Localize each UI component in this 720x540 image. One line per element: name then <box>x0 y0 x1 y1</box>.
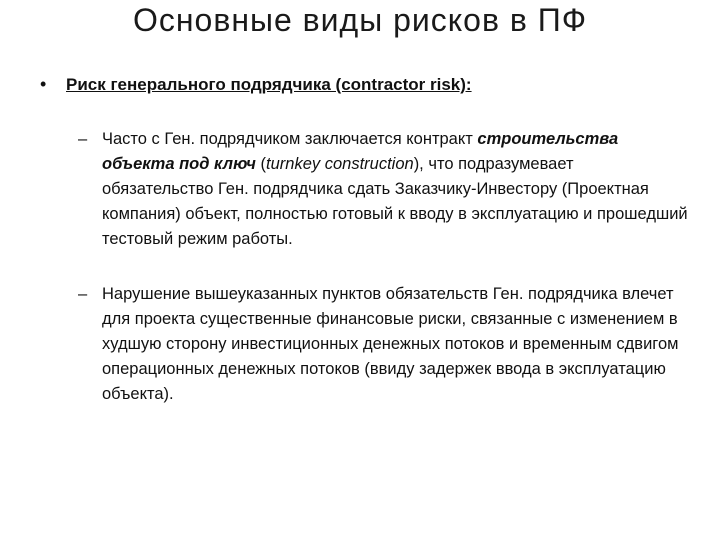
sub-item-2 <box>78 282 688 407</box>
sub-item-1-emphasis-turnkey-en: turnkey construction <box>266 155 414 173</box>
sub-item-1-emphasis-turnkey-ru: строительства объекта под ключ <box>102 130 619 173</box>
sub-item-1-part2: ( <box>255 155 267 173</box>
sub-item-marker: – <box>78 130 88 148</box>
main-bullet <box>40 74 690 95</box>
sub-item-marker: – <box>78 285 88 303</box>
sub-item-1-part1: Часто с Ген. подрядчиком заключается контракт <box>102 130 478 148</box>
sub-item-1-text <box>102 127 688 252</box>
sub-item-1-part3: ), что подразумевает обязательство Ген. подрядчика сдать Заказчику-Инвестору (Проектная компания) объект, полностью готовый к вводу в эксплуатацию и прошедший тестовый режим работы. <box>102 155 688 248</box>
bullet-marker: • <box>40 74 47 94</box>
main-bullet-text: Риск генерального подрядчика (contractor risk): <box>66 75 472 94</box>
sub-item-2-text: Нарушение вышеуказанных пунктов обязательств Ген. подрядчика влечет для проекта существенные финансовые риски, связанные с изменением в худшую сторону инвестиционных денежных потоков и временным сдвигом операционных денежных потоков (ввиду задержек ввода в эксплуатацию объекта). <box>102 285 679 403</box>
slide-title: Основные виды рисков в ПФ <box>132 2 588 38</box>
sub-item-1 <box>78 127 688 252</box>
